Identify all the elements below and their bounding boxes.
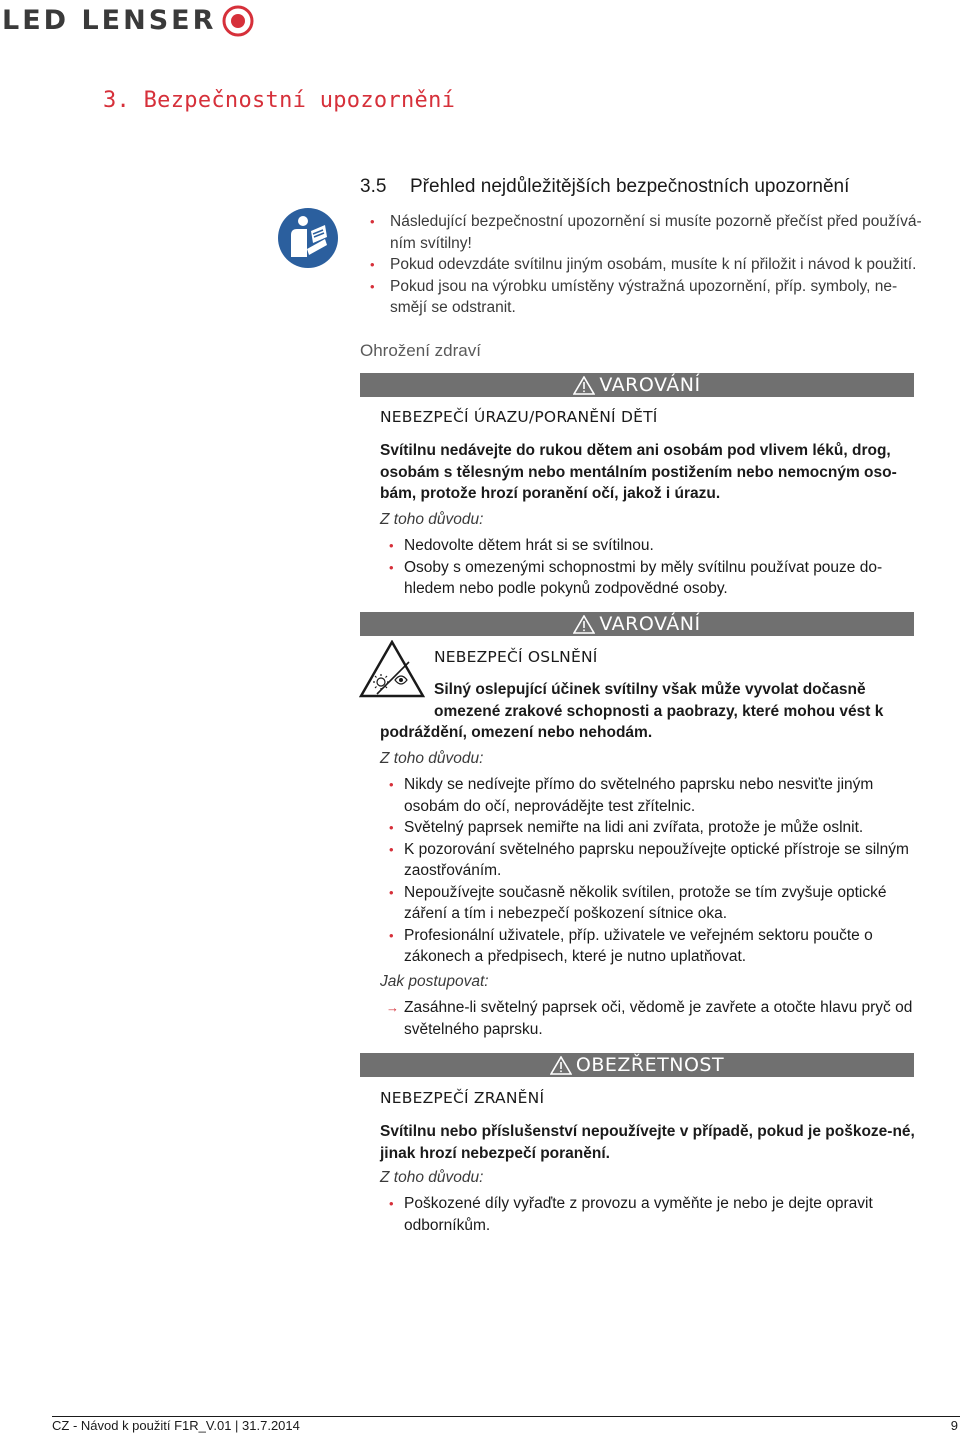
- brand-logo: [2, 4, 254, 38]
- warning-statement: podráždění, omezení nebo nehodám.: [380, 724, 653, 741]
- action-label: Jak postupovat:: [380, 973, 489, 990]
- reason-list: [380, 535, 920, 600]
- health-heading: Ohrožení zdraví: [360, 341, 481, 360]
- glare-warning-icon: [359, 640, 425, 698]
- warning-statement: Svítilnu nebo příslušenství nepoužívejte v případě, pokud je poškoze-né, jinak hrozí nebezpečí poranění.: [380, 1123, 915, 1162]
- chapter-title: 3. Bezpečnostní upozornění: [103, 88, 456, 113]
- warning-triangle-icon: [550, 1056, 572, 1075]
- brand-mark-icon: [222, 5, 254, 37]
- section-heading: [360, 176, 849, 198]
- hazard-title: NEBEZPEČÍ OSLNĚNÍ: [434, 648, 598, 666]
- reason-label: Z toho důvodu:: [380, 511, 484, 528]
- reason-label: Z toho důvodu:: [380, 1169, 484, 1186]
- warning-level: OBEZŘETNOST: [575, 1054, 725, 1076]
- intro-list: [368, 211, 928, 319]
- brand-name: LED LENSER: [2, 5, 217, 36]
- warning-bar: [360, 373, 914, 397]
- hazard-title: NEBEZPEČÍ ÚRAZU/PORANĚNÍ DĚTÍ: [380, 408, 658, 426]
- footer-doc-info: CZ - Návod k použití F1R_V.01 | 31.7.2014: [52, 1418, 300, 1433]
- warning-statement: Silný oslepující účinek svítilny však může vyvolat dočasně: [434, 681, 866, 698]
- action-item: → Zasáhne-li světelný paprsek oči, vědomě je zavřete a otočte hlavu pryč od světelného paprsku.: [380, 997, 920, 1040]
- reason-label: Z toho důvodu:: [380, 750, 484, 767]
- reason-item: • Nepoužívejte současně několik svítilen, protože se tím zvyšuje optické záření a tím i nebezpečí poškození sítnice oka.: [380, 882, 910, 925]
- warning-triangle-icon: [573, 615, 595, 634]
- reason-item: • Profesionální uživatele, příp. uživatele ve veřejném sektoru poučte o zákonech a předpisech, které je nutno uplatňovat.: [380, 925, 910, 968]
- section-number: 3.5: [360, 176, 387, 197]
- reason-list: [380, 774, 910, 968]
- intro-item: • Pokud jsou na výrobku umístěny výstražná upozornění, příp. symboly, ne-smějí se odstranit.: [368, 276, 928, 319]
- reason-item: • Nikdy se nedívejte přímo do světelného paprsku nebo nesviťte jiným osobám do očí, neprovádějte test zřítelnic.: [380, 774, 910, 817]
- warning-statement: Svítilnu nedávejte do rukou dětem ani osobám pod vlivem léků, drog, osobám s tělesným nebo mentálním postižením nebo nemocným oso-bám, protože hrozí poranění očí, jakož i úrazu.: [380, 442, 897, 502]
- reason-item: • Světelný paprsek nemiřte na lidi ani zvířata, protože je může oslnit.: [380, 817, 910, 839]
- reason-item: • Nedovolte dětem hrát si se svítilnou.: [380, 535, 920, 557]
- warning-bar: [360, 612, 914, 636]
- intro-item: • Následující bezpečnostní upozornění si musíte pozorně přečíst před používá-ním svítilny!: [368, 211, 928, 254]
- footer-divider: [52, 1416, 960, 1417]
- warning-statement: omezené zrakové schopnosti a paobrazy, které mohou vést k: [434, 703, 884, 720]
- intro-item: • Pokud odevzdáte svítilnu jiným osobám, musíte k ní přiložit i návod k použití.: [368, 254, 928, 276]
- reason-list: [380, 1193, 910, 1236]
- caution-bar: [360, 1053, 914, 1077]
- manual-read-icon: [277, 207, 339, 269]
- section-title: Přehled nejdůležitějších bezpečnostních upozornění: [410, 176, 850, 197]
- page-number: 9: [950, 1418, 958, 1433]
- reason-item: • K pozorování světelného paprsku nepoužívejte optické přístroje se silným zaostřováním.: [380, 839, 910, 882]
- warning-triangle-icon: [573, 376, 595, 395]
- warning-level: VAROVÁNÍ: [599, 613, 701, 635]
- reason-item: • Osoby s omezenými schopnostmi by měly svítilnu používat pouze do-hledem nebo podle pokynů zodpovědné osoby.: [380, 557, 920, 600]
- reason-item: • Poškozené díly vyřaďte z provozu a vyměňte je nebo je dejte opravit odborníkům.: [380, 1193, 910, 1236]
- hazard-title: NEBEZPEČÍ ZRANĚNÍ: [380, 1089, 545, 1107]
- action-list: [380, 997, 920, 1040]
- warning-level: VAROVÁNÍ: [599, 374, 701, 396]
